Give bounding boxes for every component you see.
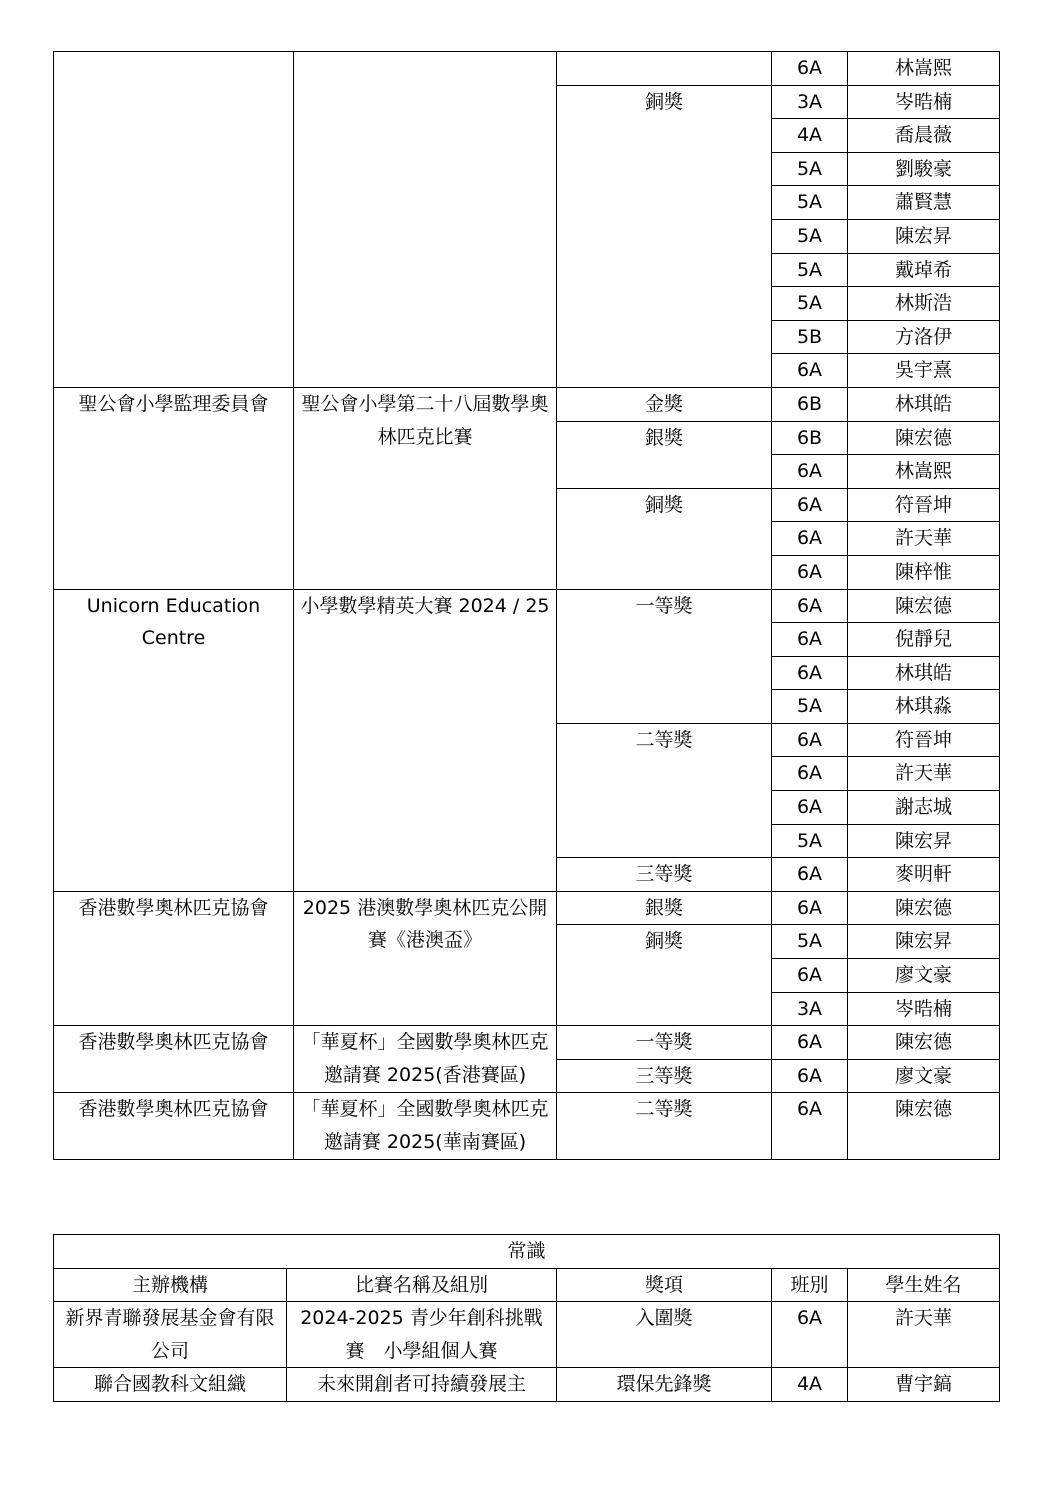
student-name-cell: 廖文豪 bbox=[848, 1059, 1000, 1093]
student-name-cell: 符晉坤 bbox=[848, 723, 1000, 757]
class-cell: 5A bbox=[772, 824, 848, 858]
student-name-cell: 陳宏德 bbox=[848, 1093, 1000, 1159]
class-cell: 5A bbox=[772, 925, 848, 959]
class-cell: 6A bbox=[772, 656, 848, 690]
class-cell: 6A bbox=[772, 723, 848, 757]
table-row bbox=[54, 1026, 1000, 1060]
student-name-cell: 喬晨薇 bbox=[848, 119, 1000, 153]
student-name-cell: 許天華 bbox=[848, 522, 1000, 556]
table-row bbox=[54, 589, 1000, 623]
student-name-cell: 謝志城 bbox=[848, 791, 1000, 825]
table-row bbox=[54, 1302, 1000, 1368]
organizer-cell: 香港數學奧林匹克協會 bbox=[54, 1026, 294, 1093]
class-cell: 6A bbox=[772, 1026, 848, 1060]
class-cell: 5A bbox=[772, 186, 848, 220]
organizer-cell: Unicorn Education Centre bbox=[54, 589, 294, 891]
class-cell: 4A bbox=[772, 119, 848, 153]
class-cell: 6A bbox=[772, 1093, 848, 1159]
student-name-cell: 劉駿豪 bbox=[848, 152, 1000, 186]
math-awards-table bbox=[53, 51, 1000, 1160]
competition-cell: 聖公會小學第二十八屆數學奧林匹克比賽 bbox=[294, 387, 557, 589]
competition-cell: 「華夏杯」全國數學奧林匹克邀請賽 2025(香港賽區) bbox=[294, 1026, 557, 1093]
class-cell: 6A bbox=[772, 1302, 848, 1368]
class-cell: 6A bbox=[772, 555, 848, 589]
award-cell: 一等獎 bbox=[557, 589, 772, 723]
organizer-cell: 聯合國教科文組織 bbox=[54, 1368, 287, 1402]
class-cell: 6A bbox=[772, 891, 848, 925]
student-name-cell: 蕭賢慧 bbox=[848, 186, 1000, 220]
class-cell: 6A bbox=[772, 858, 848, 892]
award-cell: 銅獎 bbox=[557, 488, 772, 589]
student-name-cell: 許天華 bbox=[848, 1302, 1000, 1368]
class-cell: 3A bbox=[772, 85, 848, 119]
table-row bbox=[54, 52, 1000, 86]
student-name-cell: 岑晧楠 bbox=[848, 992, 1000, 1026]
competition-cell: 小學數學精英大賽 2024 / 25 bbox=[294, 589, 557, 891]
award-cell: 三等獎 bbox=[557, 858, 772, 892]
class-cell: 6A bbox=[772, 354, 848, 388]
student-name-cell: 陳宏德 bbox=[848, 421, 1000, 455]
student-name-cell: 陳宏德 bbox=[848, 1026, 1000, 1060]
competition-cell: 未來開創者可持續發展主 bbox=[287, 1368, 557, 1402]
student-name-cell: 倪靜兒 bbox=[848, 623, 1000, 657]
student-name-cell: 曹宇鎬 bbox=[848, 1368, 1000, 1402]
student-name-cell: 符晉坤 bbox=[848, 488, 1000, 522]
student-name-cell: 林嵩熙 bbox=[848, 52, 1000, 86]
competition-cell: 2024-2025 青少年創科挑戰賽 小學組個人賽 bbox=[287, 1302, 557, 1368]
class-cell: 6B bbox=[772, 387, 848, 421]
class-cell: 6A bbox=[772, 791, 848, 825]
header-class: 班別 bbox=[772, 1268, 848, 1302]
award-cell: 銅獎 bbox=[557, 85, 772, 387]
class-cell: 6A bbox=[772, 623, 848, 657]
class-cell: 6A bbox=[772, 52, 848, 86]
general-studies-table bbox=[53, 1234, 1000, 1402]
table-row bbox=[54, 387, 1000, 421]
award-cell: 二等獎 bbox=[557, 723, 772, 857]
table-row bbox=[54, 1368, 1000, 1402]
award-cell: 銅獎 bbox=[557, 925, 772, 1026]
header-student-name: 學生姓名 bbox=[848, 1268, 1000, 1302]
student-name-cell: 林琪皓 bbox=[848, 656, 1000, 690]
student-name-cell: 岑晧楠 bbox=[848, 85, 1000, 119]
class-cell: 6A bbox=[772, 488, 848, 522]
award-cell: 一等獎 bbox=[557, 1026, 772, 1060]
header-award: 獎項 bbox=[557, 1268, 772, 1302]
student-name-cell: 林嵩熙 bbox=[848, 455, 1000, 489]
header-competition: 比賽名稱及組別 bbox=[287, 1268, 557, 1302]
class-cell: 3A bbox=[772, 992, 848, 1026]
organizer-cell: 香港數學奧林匹克協會 bbox=[54, 1093, 294, 1159]
organizer-cell: 聖公會小學監理委員會 bbox=[54, 387, 294, 589]
class-cell: 6A bbox=[772, 455, 848, 489]
student-name-cell: 許天華 bbox=[848, 757, 1000, 791]
student-name-cell: 林琪淼 bbox=[848, 690, 1000, 724]
award-cell: 銀獎 bbox=[557, 891, 772, 925]
competition-cell: 2025 港澳數學奧林匹克公開賽《港澳盃》 bbox=[294, 891, 557, 1025]
class-cell: 6A bbox=[772, 522, 848, 556]
class-cell: 5A bbox=[772, 690, 848, 724]
table-row bbox=[54, 891, 1000, 925]
award-cell: 銀獎 bbox=[557, 421, 772, 488]
class-cell: 6A bbox=[772, 757, 848, 791]
class-cell: 6B bbox=[772, 421, 848, 455]
table-row bbox=[54, 1093, 1000, 1159]
student-name-cell: 吳宇熹 bbox=[848, 354, 1000, 388]
award-cell bbox=[557, 52, 772, 86]
class-cell: 4A bbox=[772, 1368, 848, 1402]
student-name-cell: 陳宏昇 bbox=[848, 925, 1000, 959]
class-cell: 6A bbox=[772, 959, 848, 993]
organizer-cell: 香港數學奧林匹克協會 bbox=[54, 891, 294, 1025]
student-name-cell: 陳宏德 bbox=[848, 891, 1000, 925]
student-name-cell: 林斯浩 bbox=[848, 287, 1000, 321]
section-title: 常識 bbox=[54, 1235, 1000, 1269]
student-name-cell: 麥明軒 bbox=[848, 858, 1000, 892]
class-cell: 5A bbox=[772, 253, 848, 287]
class-cell: 6A bbox=[772, 589, 848, 623]
student-name-cell: 陳宏昇 bbox=[848, 219, 1000, 253]
student-name-cell: 陳宏昇 bbox=[848, 824, 1000, 858]
class-cell: 5A bbox=[772, 219, 848, 253]
class-cell: 5B bbox=[772, 320, 848, 354]
award-cell: 環保先鋒獎 bbox=[557, 1368, 772, 1402]
class-cell: 5A bbox=[772, 152, 848, 186]
competition-cell: 「華夏杯」全國數學奧林匹克邀請賽 2025(華南賽區) bbox=[294, 1093, 557, 1159]
student-name-cell: 戴琸希 bbox=[848, 253, 1000, 287]
student-name-cell: 陳梓惟 bbox=[848, 555, 1000, 589]
student-name-cell: 林琪皓 bbox=[848, 387, 1000, 421]
award-cell: 二等獎 bbox=[557, 1093, 772, 1159]
organizer-cell bbox=[54, 52, 294, 388]
student-name-cell: 陳宏德 bbox=[848, 589, 1000, 623]
competition-cell bbox=[294, 52, 557, 388]
organizer-cell: 新界青聯發展基金會有限公司 bbox=[54, 1302, 287, 1368]
class-cell: 5A bbox=[772, 287, 848, 321]
award-cell: 三等獎 bbox=[557, 1059, 772, 1093]
student-name-cell: 方洛伊 bbox=[848, 320, 1000, 354]
student-name-cell: 廖文豪 bbox=[848, 959, 1000, 993]
header-organizer: 主辦機構 bbox=[54, 1268, 287, 1302]
award-cell: 金獎 bbox=[557, 387, 772, 421]
award-cell: 入圍獎 bbox=[557, 1302, 772, 1368]
class-cell: 6A bbox=[772, 1059, 848, 1093]
